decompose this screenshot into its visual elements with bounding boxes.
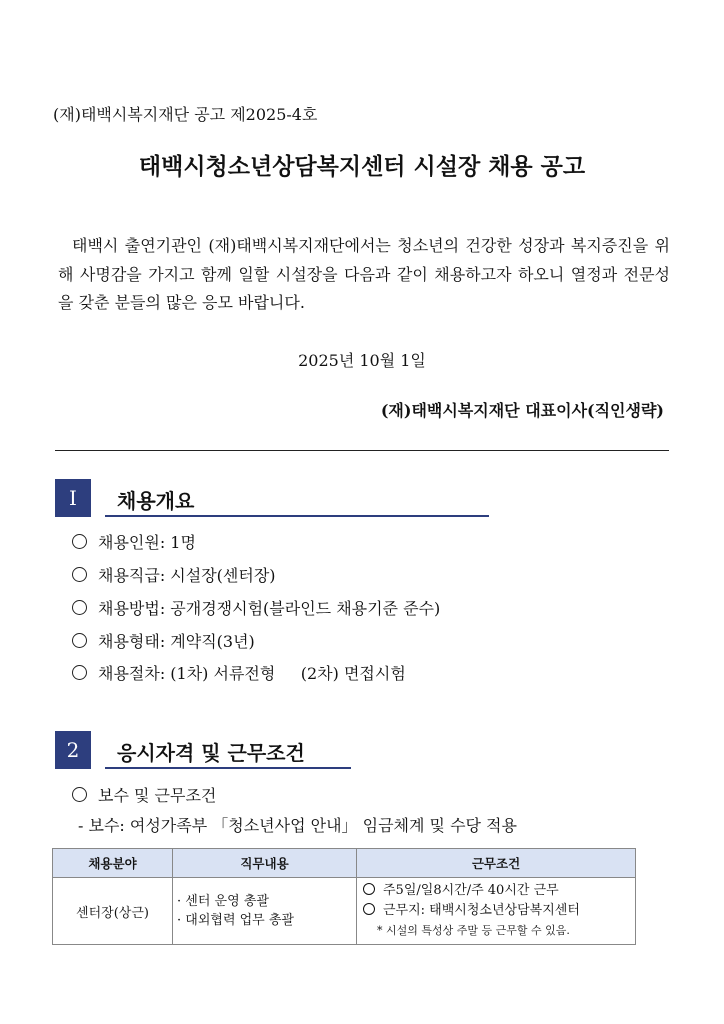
circle-bullet-icon xyxy=(72,633,87,648)
header-conditions: 근무조건 xyxy=(357,849,636,878)
section1-number-badge: I xyxy=(55,479,91,517)
announcement-date: 2025년 10월 1일 xyxy=(298,351,426,370)
list-item: 채용절차: (1차) 서류전형 (2차) 면접시험 xyxy=(72,661,406,684)
section1-title: 채용개요 xyxy=(117,489,195,513)
condition-item: 근무지: 태백시청소년상담복지센터 xyxy=(363,901,634,921)
circle-bullet-icon xyxy=(363,883,375,895)
page-title: 태백시청소년상담복지센터 시설장 채용 공고 xyxy=(138,154,586,180)
issuer-name: (재)태백시복지재단 대표이사(직인생략) xyxy=(380,401,664,420)
intro-paragraph: 태백시 출연기관인 (재)태백시복지재단에서는 청소년의 건강한 성장과 복지증진을 위해 사명감을 가지고 함께 일할 시설장을 다음과 같이 채용하고자 하오니 열정과 전문성을 갖춘 분들의 많은 응모 바랍니다. xyxy=(58,236,670,312)
duty-item: · 대외협력 업무 총괄 xyxy=(177,913,294,928)
pay-description: - 보수: 여성가족부 「청소년사업 안내」 임금체계 및 수당 적용 xyxy=(78,816,517,835)
list-item: 채용방법: 공개경쟁시험(블라인드 채용기준 준수) xyxy=(72,596,440,619)
circle-bullet-icon xyxy=(363,903,375,915)
section2-title: 응시자격 및 근무조건 xyxy=(117,741,305,765)
header-divider xyxy=(55,450,669,451)
section2-number-badge: 2 xyxy=(55,731,91,769)
list-item: 채용인원: 1명 xyxy=(72,530,196,553)
conditions-cell xyxy=(357,878,636,945)
circle-bullet-icon xyxy=(72,787,87,802)
duty-item: · 센터 운영 총괄 xyxy=(177,894,269,909)
notice-number: (재)태백시복지재단 공고 제2025-4호 xyxy=(53,105,318,124)
section1-underline xyxy=(105,515,489,517)
circle-bullet-icon xyxy=(72,534,87,549)
list-item: 보수 및 근무조건 xyxy=(72,783,216,806)
circle-bullet-icon xyxy=(72,600,87,615)
section2-underline xyxy=(105,767,351,769)
list-item: 채용직급: 시설장(센터장) xyxy=(72,563,276,586)
header-duties: 직무내용 xyxy=(173,849,357,878)
condition-note: * 시설의 특성상 주말 등 근무할 수 있음. xyxy=(377,924,570,937)
duties-cell xyxy=(173,878,357,945)
work-conditions-table xyxy=(52,848,636,945)
table-row xyxy=(53,878,636,945)
condition-item: 주5일/일8시간/주 40시간 근무 xyxy=(363,881,634,901)
header-field: 채용분야 xyxy=(53,849,173,878)
table-header-row xyxy=(53,849,636,878)
circle-bullet-icon xyxy=(72,567,87,582)
field-cell: 센터장(상근) xyxy=(53,878,173,945)
circle-bullet-icon xyxy=(72,665,87,680)
list-item: 채용형태: 계약직(3년) xyxy=(72,629,255,652)
